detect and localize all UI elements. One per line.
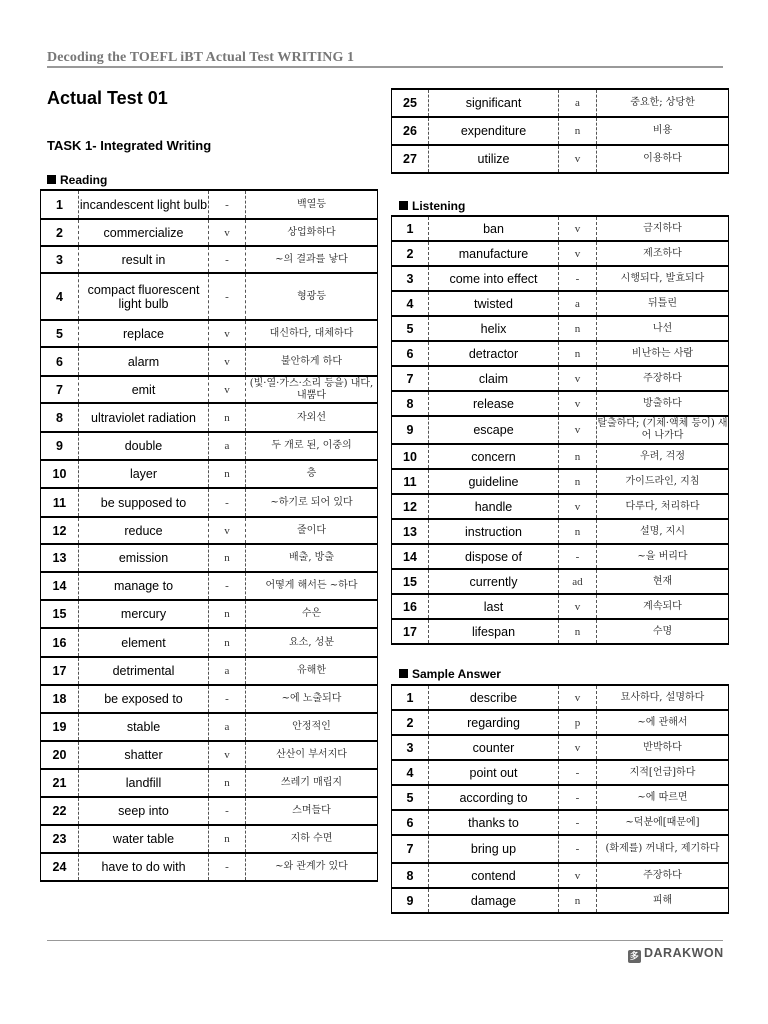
vocab-number: 1 xyxy=(392,685,429,710)
vocab-row xyxy=(41,769,378,797)
vocab-part-of-speech: n xyxy=(559,619,597,644)
sample-answer-heading-label: Sample Answer xyxy=(412,667,501,681)
vocab-number: 3 xyxy=(392,266,429,291)
vocab-part-of-speech: n xyxy=(209,769,246,797)
vocab-row xyxy=(41,460,378,488)
vocab-word: expenditure xyxy=(429,117,559,145)
vocab-meaning: 제조하다 xyxy=(597,241,729,266)
vocab-number: 15 xyxy=(392,569,429,594)
vocab-part-of-speech: v xyxy=(559,494,597,519)
vocab-meaning: 탈출하다; (기체·액체 등이) 새어 나가다 xyxy=(597,416,729,444)
vocab-word: detractor xyxy=(429,341,559,366)
vocab-part-of-speech: n xyxy=(209,403,246,432)
vocab-number: 22 xyxy=(41,797,79,825)
vocab-number: 8 xyxy=(392,391,429,416)
vocab-meaning: ~을 버리다 xyxy=(597,544,729,569)
vocab-word: according to xyxy=(429,785,559,810)
vocab-part-of-speech: - xyxy=(209,246,246,273)
vocab-part-of-speech: n xyxy=(209,460,246,488)
square-bullet-icon xyxy=(399,201,408,210)
vocab-meaning: ~의 결과를 낳다 xyxy=(246,246,378,273)
square-bullet-icon xyxy=(399,669,408,678)
sample-answer-table xyxy=(391,684,729,914)
publisher-logo xyxy=(628,946,724,963)
vocab-number: 3 xyxy=(41,246,79,273)
vocab-part-of-speech: v xyxy=(559,241,597,266)
sample-answer-heading xyxy=(399,667,501,681)
vocab-word: twisted xyxy=(429,291,559,316)
vocab-number: 9 xyxy=(392,888,429,913)
vocab-part-of-speech: - xyxy=(559,835,597,863)
vocab-number: 5 xyxy=(392,316,429,341)
vocab-word: release xyxy=(429,391,559,416)
vocab-meaning: 비난하는 사람 xyxy=(597,341,729,366)
vocab-number: 4 xyxy=(392,291,429,316)
vocab-word: instruction xyxy=(429,519,559,544)
listening-table xyxy=(391,215,729,645)
vocab-meaning: 수명 xyxy=(597,619,729,644)
vocab-number: 1 xyxy=(392,216,429,241)
reading-heading xyxy=(47,173,107,187)
vocab-row xyxy=(41,347,378,376)
vocab-meaning: 쓰레기 매립지 xyxy=(246,769,378,797)
footer-rule xyxy=(47,940,723,941)
vocab-meaning: 계속되다 xyxy=(597,594,729,619)
vocab-meaning: 중요한; 상당한 xyxy=(597,89,729,117)
vocab-part-of-speech: v xyxy=(209,376,246,403)
vocab-row xyxy=(392,145,729,173)
vocab-word: be supposed to xyxy=(79,488,209,517)
vocab-row xyxy=(392,835,729,863)
vocab-meaning: ~에 노출되다 xyxy=(246,685,378,713)
vocab-part-of-speech: a xyxy=(209,713,246,741)
vocab-word: helix xyxy=(429,316,559,341)
vocab-number: 1 xyxy=(41,190,79,219)
vocab-number: 19 xyxy=(41,713,79,741)
vocab-row xyxy=(392,469,729,494)
vocab-part-of-speech: n xyxy=(559,888,597,913)
vocab-row xyxy=(41,246,378,273)
vocab-row xyxy=(41,600,378,628)
vocab-word: lifespan xyxy=(429,619,559,644)
vocab-word: compact fluorescent light bulb xyxy=(79,273,209,320)
vocab-number: 13 xyxy=(392,519,429,544)
vocab-word: claim xyxy=(429,366,559,391)
vocab-row xyxy=(41,657,378,685)
vocab-row xyxy=(392,341,729,366)
vocab-meaning: ~에 관해서 xyxy=(597,710,729,735)
vocab-row xyxy=(392,241,729,266)
vocab-meaning: 지하 수면 xyxy=(246,825,378,853)
vocab-number: 20 xyxy=(41,741,79,769)
vocab-word: landfill xyxy=(79,769,209,797)
vocab-part-of-speech: v xyxy=(559,735,597,760)
vocab-meaning: 형광등 xyxy=(246,273,378,320)
vocab-meaning: 어떻게 해서든 ~하다 xyxy=(246,572,378,600)
vocab-row xyxy=(41,219,378,246)
vocab-word: result in xyxy=(79,246,209,273)
vocab-word: guideline xyxy=(429,469,559,494)
vocab-part-of-speech: n xyxy=(209,544,246,572)
vocab-word: utilize xyxy=(429,145,559,173)
vocab-meaning: 백열등 xyxy=(246,190,378,219)
vocab-meaning: 다루다, 처리하다 xyxy=(597,494,729,519)
vocab-number: 18 xyxy=(41,685,79,713)
vocab-row xyxy=(41,853,378,881)
vocab-word: dispose of xyxy=(429,544,559,569)
vocab-row xyxy=(392,266,729,291)
vocab-meaning: 방출하다 xyxy=(597,391,729,416)
vocab-word: alarm xyxy=(79,347,209,376)
vocab-meaning: 산산이 부서지다 xyxy=(246,741,378,769)
vocab-word: shatter xyxy=(79,741,209,769)
vocab-number: 6 xyxy=(41,347,79,376)
vocab-number: 6 xyxy=(392,341,429,366)
vocab-number: 6 xyxy=(392,810,429,835)
listening-heading-label: Listening xyxy=(412,199,466,213)
vocab-word: bring up xyxy=(429,835,559,863)
vocab-meaning: 금지하다 xyxy=(597,216,729,241)
vocab-word: detrimental xyxy=(79,657,209,685)
vocab-row xyxy=(392,89,729,117)
vocab-word: damage xyxy=(429,888,559,913)
vocab-word: contend xyxy=(429,863,559,888)
vocab-word: stable xyxy=(79,713,209,741)
vocab-meaning: 주장하다 xyxy=(597,863,729,888)
vocab-part-of-speech: v xyxy=(209,347,246,376)
vocab-part-of-speech: - xyxy=(559,544,597,569)
vocab-part-of-speech: n xyxy=(209,600,246,628)
vocab-word: ban xyxy=(429,216,559,241)
vocab-number: 10 xyxy=(41,460,79,488)
vocab-meaning: 나선 xyxy=(597,316,729,341)
vocab-part-of-speech: a xyxy=(559,89,597,117)
vocab-word: last xyxy=(429,594,559,619)
vocab-row xyxy=(392,735,729,760)
vocab-row xyxy=(392,810,729,835)
vocab-part-of-speech: a xyxy=(209,432,246,460)
vocab-row xyxy=(41,190,378,219)
vocab-meaning: 현재 xyxy=(597,569,729,594)
vocab-part-of-speech: - xyxy=(209,685,246,713)
vocab-word: emission xyxy=(79,544,209,572)
vocab-meaning: 가이드라인, 지침 xyxy=(597,469,729,494)
vocab-row xyxy=(392,416,729,444)
vocab-word: replace xyxy=(79,320,209,347)
vocab-row xyxy=(392,519,729,544)
vocab-meaning: ~에 따르면 xyxy=(597,785,729,810)
vocab-number: 16 xyxy=(392,594,429,619)
vocab-row xyxy=(392,494,729,519)
vocab-meaning: 유해한 xyxy=(246,657,378,685)
vocab-meaning: 요소, 성분 xyxy=(246,628,378,657)
vocab-word: concern xyxy=(429,444,559,469)
vocab-row xyxy=(41,825,378,853)
vocab-word: be exposed to xyxy=(79,685,209,713)
vocab-part-of-speech: a xyxy=(559,291,597,316)
vocab-number: 2 xyxy=(392,710,429,735)
reading-heading-label: Reading xyxy=(60,173,108,187)
vocab-meaning: 상업화하다 xyxy=(246,219,378,246)
vocab-part-of-speech: n xyxy=(559,469,597,494)
vocab-part-of-speech: n xyxy=(559,444,597,469)
vocab-word: incandescent light bulb xyxy=(79,190,209,219)
vocab-part-of-speech: v xyxy=(559,216,597,241)
vocab-word: point out xyxy=(429,760,559,785)
vocab-row xyxy=(392,594,729,619)
vocab-part-of-speech: n xyxy=(559,519,597,544)
vocab-part-of-speech: n xyxy=(559,316,597,341)
vocab-meaning: 이용하다 xyxy=(597,145,729,173)
vocab-number: 12 xyxy=(392,494,429,519)
vocab-row xyxy=(392,444,729,469)
vocab-meaning: 두 개로 된, 이중의 xyxy=(246,432,378,460)
vocab-row xyxy=(392,760,729,785)
vocab-row xyxy=(41,713,378,741)
vocab-word: ultraviolet radiation xyxy=(79,403,209,432)
vocab-word: double xyxy=(79,432,209,460)
vocab-row xyxy=(41,488,378,517)
vocab-row xyxy=(41,320,378,347)
vocab-row xyxy=(392,785,729,810)
vocab-word: water table xyxy=(79,825,209,853)
vocab-number: 26 xyxy=(392,117,429,145)
vocab-row xyxy=(41,797,378,825)
vocab-number: 2 xyxy=(392,241,429,266)
vocab-row xyxy=(392,710,729,735)
vocab-row xyxy=(392,863,729,888)
vocab-row xyxy=(392,569,729,594)
vocab-row xyxy=(41,376,378,403)
vocab-part-of-speech: v xyxy=(559,366,597,391)
vocab-word: escape xyxy=(429,416,559,444)
reading-continued-table xyxy=(391,88,729,174)
vocab-number: 15 xyxy=(41,600,79,628)
vocab-part-of-speech: v xyxy=(559,391,597,416)
vocab-number: 10 xyxy=(392,444,429,469)
vocab-word: emit xyxy=(79,376,209,403)
vocab-row xyxy=(41,517,378,544)
vocab-part-of-speech: v xyxy=(209,741,246,769)
vocab-row xyxy=(392,391,729,416)
vocab-part-of-speech: - xyxy=(209,853,246,881)
vocab-meaning: 대신하다, 대체하다 xyxy=(246,320,378,347)
vocab-meaning: 배출, 방출 xyxy=(246,544,378,572)
vocab-row xyxy=(392,216,729,241)
vocab-number: 17 xyxy=(392,619,429,644)
vocab-row xyxy=(392,619,729,644)
vocab-row xyxy=(41,403,378,432)
darakwon-logo-icon: 多 xyxy=(629,951,640,961)
vocab-word: describe xyxy=(429,685,559,710)
vocab-part-of-speech: n xyxy=(209,825,246,853)
vocab-number: 7 xyxy=(392,366,429,391)
vocab-word: significant xyxy=(429,89,559,117)
vocab-row xyxy=(41,685,378,713)
vocab-word: come into effect xyxy=(429,266,559,291)
vocab-word: thanks to xyxy=(429,810,559,835)
vocab-number: 9 xyxy=(41,432,79,460)
vocab-part-of-speech: p xyxy=(559,710,597,735)
square-bullet-icon xyxy=(47,175,56,184)
vocab-number: 8 xyxy=(392,863,429,888)
publisher-logo-text: DARAKWON xyxy=(644,946,724,960)
vocab-word: regarding xyxy=(429,710,559,735)
vocab-meaning: 주장하다 xyxy=(597,366,729,391)
vocab-number: 2 xyxy=(41,219,79,246)
vocab-part-of-speech: v xyxy=(559,685,597,710)
vocab-word: seep into xyxy=(79,797,209,825)
vocab-part-of-speech: - xyxy=(559,760,597,785)
vocab-part-of-speech: v xyxy=(559,863,597,888)
vocab-number: 14 xyxy=(41,572,79,600)
vocab-number: 23 xyxy=(41,825,79,853)
vocab-word: currently xyxy=(429,569,559,594)
vocab-meaning: 수은 xyxy=(246,600,378,628)
vocab-number: 25 xyxy=(392,89,429,117)
vocab-part-of-speech: v xyxy=(209,320,246,347)
vocab-row xyxy=(41,544,378,572)
vocab-part-of-speech: - xyxy=(559,266,597,291)
vocab-number: 3 xyxy=(392,735,429,760)
vocab-word: have to do with xyxy=(79,853,209,881)
vocab-part-of-speech: - xyxy=(209,190,246,219)
vocab-number: 24 xyxy=(41,853,79,881)
vocab-part-of-speech: - xyxy=(209,488,246,517)
vocab-meaning: 반박하다 xyxy=(597,735,729,760)
vocab-word: reduce xyxy=(79,517,209,544)
vocab-meaning: 층 xyxy=(246,460,378,488)
vocab-part-of-speech: v xyxy=(209,219,246,246)
vocab-word: layer xyxy=(79,460,209,488)
vocab-meaning: 지적[언급]하다 xyxy=(597,760,729,785)
vocab-part-of-speech: n xyxy=(559,117,597,145)
vocab-meaning: ~와 관계가 있다 xyxy=(246,853,378,881)
vocab-word: handle xyxy=(429,494,559,519)
vocab-row xyxy=(41,628,378,657)
vocab-meaning: 안정적인 xyxy=(246,713,378,741)
task-heading: TASK 1- Integrated Writing xyxy=(47,138,212,153)
vocab-word: element xyxy=(79,628,209,657)
vocab-number: 7 xyxy=(392,835,429,863)
vocab-word: manufacture xyxy=(429,241,559,266)
vocab-number: 14 xyxy=(392,544,429,569)
vocab-word: counter xyxy=(429,735,559,760)
vocab-row xyxy=(392,685,729,710)
vocab-meaning: ~덕분에[때문에] xyxy=(597,810,729,835)
vocab-word: mercury xyxy=(79,600,209,628)
vocab-part-of-speech: - xyxy=(559,785,597,810)
vocab-meaning: 뒤틀린 xyxy=(597,291,729,316)
vocab-row xyxy=(41,741,378,769)
vocab-word: manage to xyxy=(79,572,209,600)
vocab-number: 16 xyxy=(41,628,79,657)
vocab-meaning: 비용 xyxy=(597,117,729,145)
vocab-row xyxy=(41,273,378,320)
vocab-meaning: 설명, 지시 xyxy=(597,519,729,544)
vocab-number: 9 xyxy=(392,416,429,444)
vocab-part-of-speech: ad xyxy=(559,569,597,594)
vocab-meaning: 묘사하다, 설명하다 xyxy=(597,685,729,710)
vocab-part-of-speech: - xyxy=(209,797,246,825)
vocab-number: 8 xyxy=(41,403,79,432)
vocab-part-of-speech: v xyxy=(559,416,597,444)
header-rule xyxy=(47,66,723,68)
vocab-number: 7 xyxy=(41,376,79,403)
vocab-meaning: (화제를) 꺼내다, 제기하다 xyxy=(597,835,729,863)
vocab-number: 13 xyxy=(41,544,79,572)
vocab-meaning: 불안하게 하다 xyxy=(246,347,378,376)
vocab-part-of-speech: a xyxy=(209,657,246,685)
vocab-part-of-speech: v xyxy=(559,145,597,173)
vocab-meaning: 시행되다, 발효되다 xyxy=(597,266,729,291)
vocab-part-of-speech: n xyxy=(209,628,246,657)
vocab-number: 4 xyxy=(41,273,79,320)
vocab-number: 17 xyxy=(41,657,79,685)
vocab-part-of-speech: n xyxy=(559,341,597,366)
vocab-number: 27 xyxy=(392,145,429,173)
vocab-part-of-speech: - xyxy=(559,810,597,835)
vocab-row xyxy=(392,316,729,341)
vocab-row xyxy=(392,291,729,316)
vocab-row xyxy=(41,572,378,600)
vocab-meaning: 줄이다 xyxy=(246,517,378,544)
vocab-number: 4 xyxy=(392,760,429,785)
vocab-row xyxy=(392,117,729,145)
vocab-meaning: 스며들다 xyxy=(246,797,378,825)
vocab-part-of-speech: - xyxy=(209,572,246,600)
vocab-number: 11 xyxy=(41,488,79,517)
reading-table xyxy=(40,189,378,882)
vocab-part-of-speech: - xyxy=(209,273,246,320)
page-title: Actual Test 01 xyxy=(47,88,168,108)
listening-heading xyxy=(399,199,465,213)
vocab-part-of-speech: v xyxy=(559,594,597,619)
vocab-row xyxy=(392,366,729,391)
vocab-number: 12 xyxy=(41,517,79,544)
vocab-part-of-speech: v xyxy=(209,517,246,544)
vocab-number: 21 xyxy=(41,769,79,797)
vocab-meaning: 피해 xyxy=(597,888,729,913)
vocab-row xyxy=(392,888,729,913)
vocab-word: commercialize xyxy=(79,219,209,246)
vocab-meaning: (빛·열·가스·소리 등을) 내다, 내뿜다 xyxy=(246,376,378,403)
vocab-number: 5 xyxy=(392,785,429,810)
vocab-number: 11 xyxy=(392,469,429,494)
vocab-row xyxy=(41,432,378,460)
vocab-number: 5 xyxy=(41,320,79,347)
vocab-meaning: ~하기로 되어 있다 xyxy=(246,488,378,517)
vocab-meaning: 자외선 xyxy=(246,403,378,432)
running-head: Decoding the TOEFL iBT Actual Test WRITING 1 xyxy=(47,50,355,65)
vocab-meaning: 우려, 걱정 xyxy=(597,444,729,469)
vocab-row xyxy=(392,544,729,569)
